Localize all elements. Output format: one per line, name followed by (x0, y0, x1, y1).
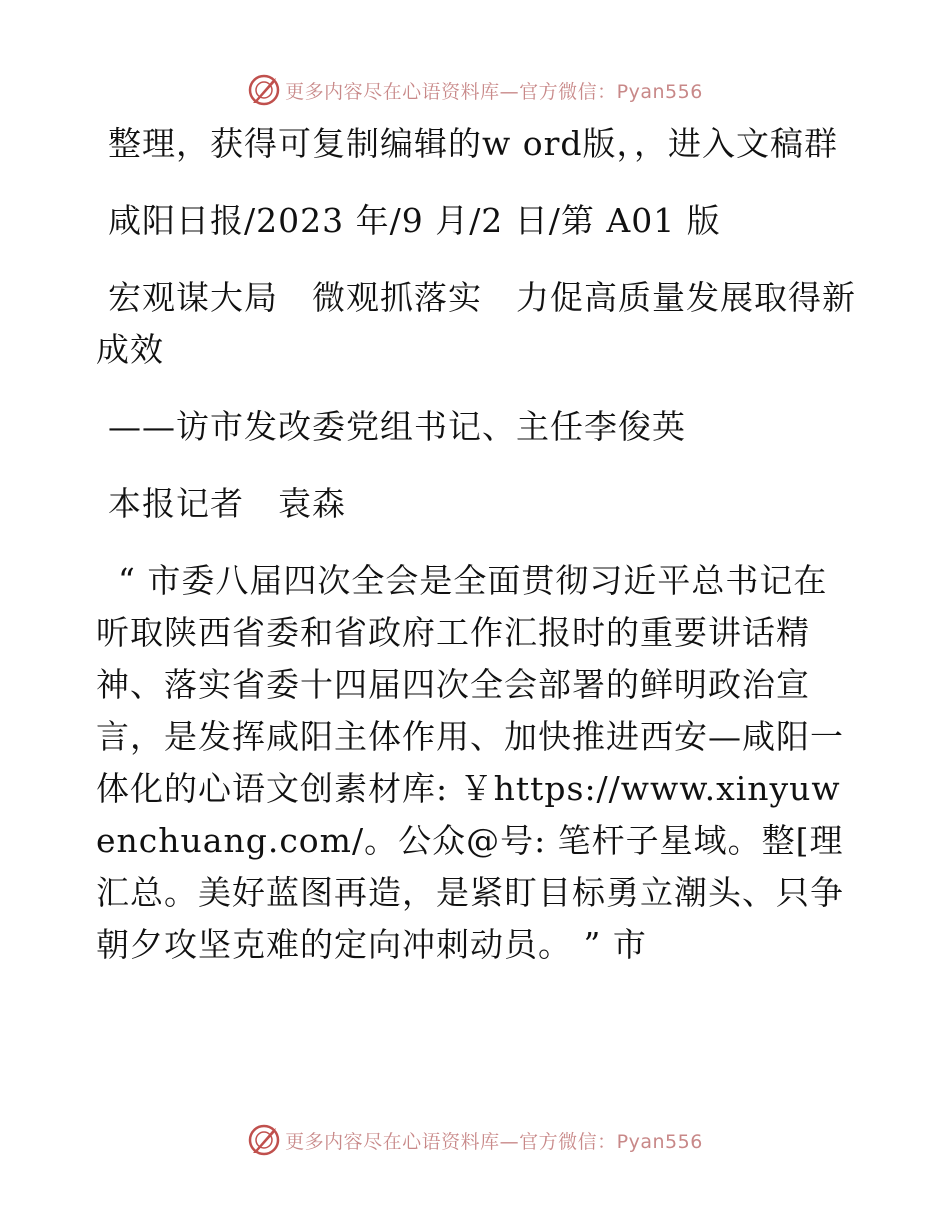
subheadline: ——访市发改委党组书记、主任李俊英 (108, 407, 686, 446)
watermark-text: 更多内容尽在心语资料库—官方微信：Pyan556 (285, 80, 703, 103)
headline: 宏观谋大局 微观抓落实 力促高质量发展取得新成效 (96, 278, 856, 369)
header-watermark (0, 72, 950, 108)
source-line: 咸阳日报/2023 年/9 月/2 日/第 A01 版 (108, 201, 721, 240)
quill-logo-icon (247, 73, 281, 107)
watermark-text: 更多内容尽在心语资料库—官方微信：Pyan556 (285, 1130, 703, 1153)
footer-watermark (0, 1122, 950, 1158)
document-body (96, 118, 856, 971)
byline: 本报记者 袁森 (108, 484, 346, 523)
body-paragraph: “ 市委八届四次全会是全面贯彻习近平总书记在听取陕西省委和省政府工作汇报时的重要讲话精神、落实省委十四届四次全会部署的鲜明政治宣言，是发挥咸阳主体作用、加快推进西安—咸阳一体化的心语文创素材库: ￥https://www.xinyuwenchuang.com/。公众@号: 笔杆子星域。整[理汇总。美好蓝图再造，是紧盯目标勇立潮头、只争朝夕攻坚克难的定向冲刺动员。 ” 市 (96, 561, 844, 964)
intro-line: 整理，获得可复制编辑的w ord版，，进入文稿群 (108, 124, 839, 163)
quill-logo-icon (247, 1123, 281, 1157)
